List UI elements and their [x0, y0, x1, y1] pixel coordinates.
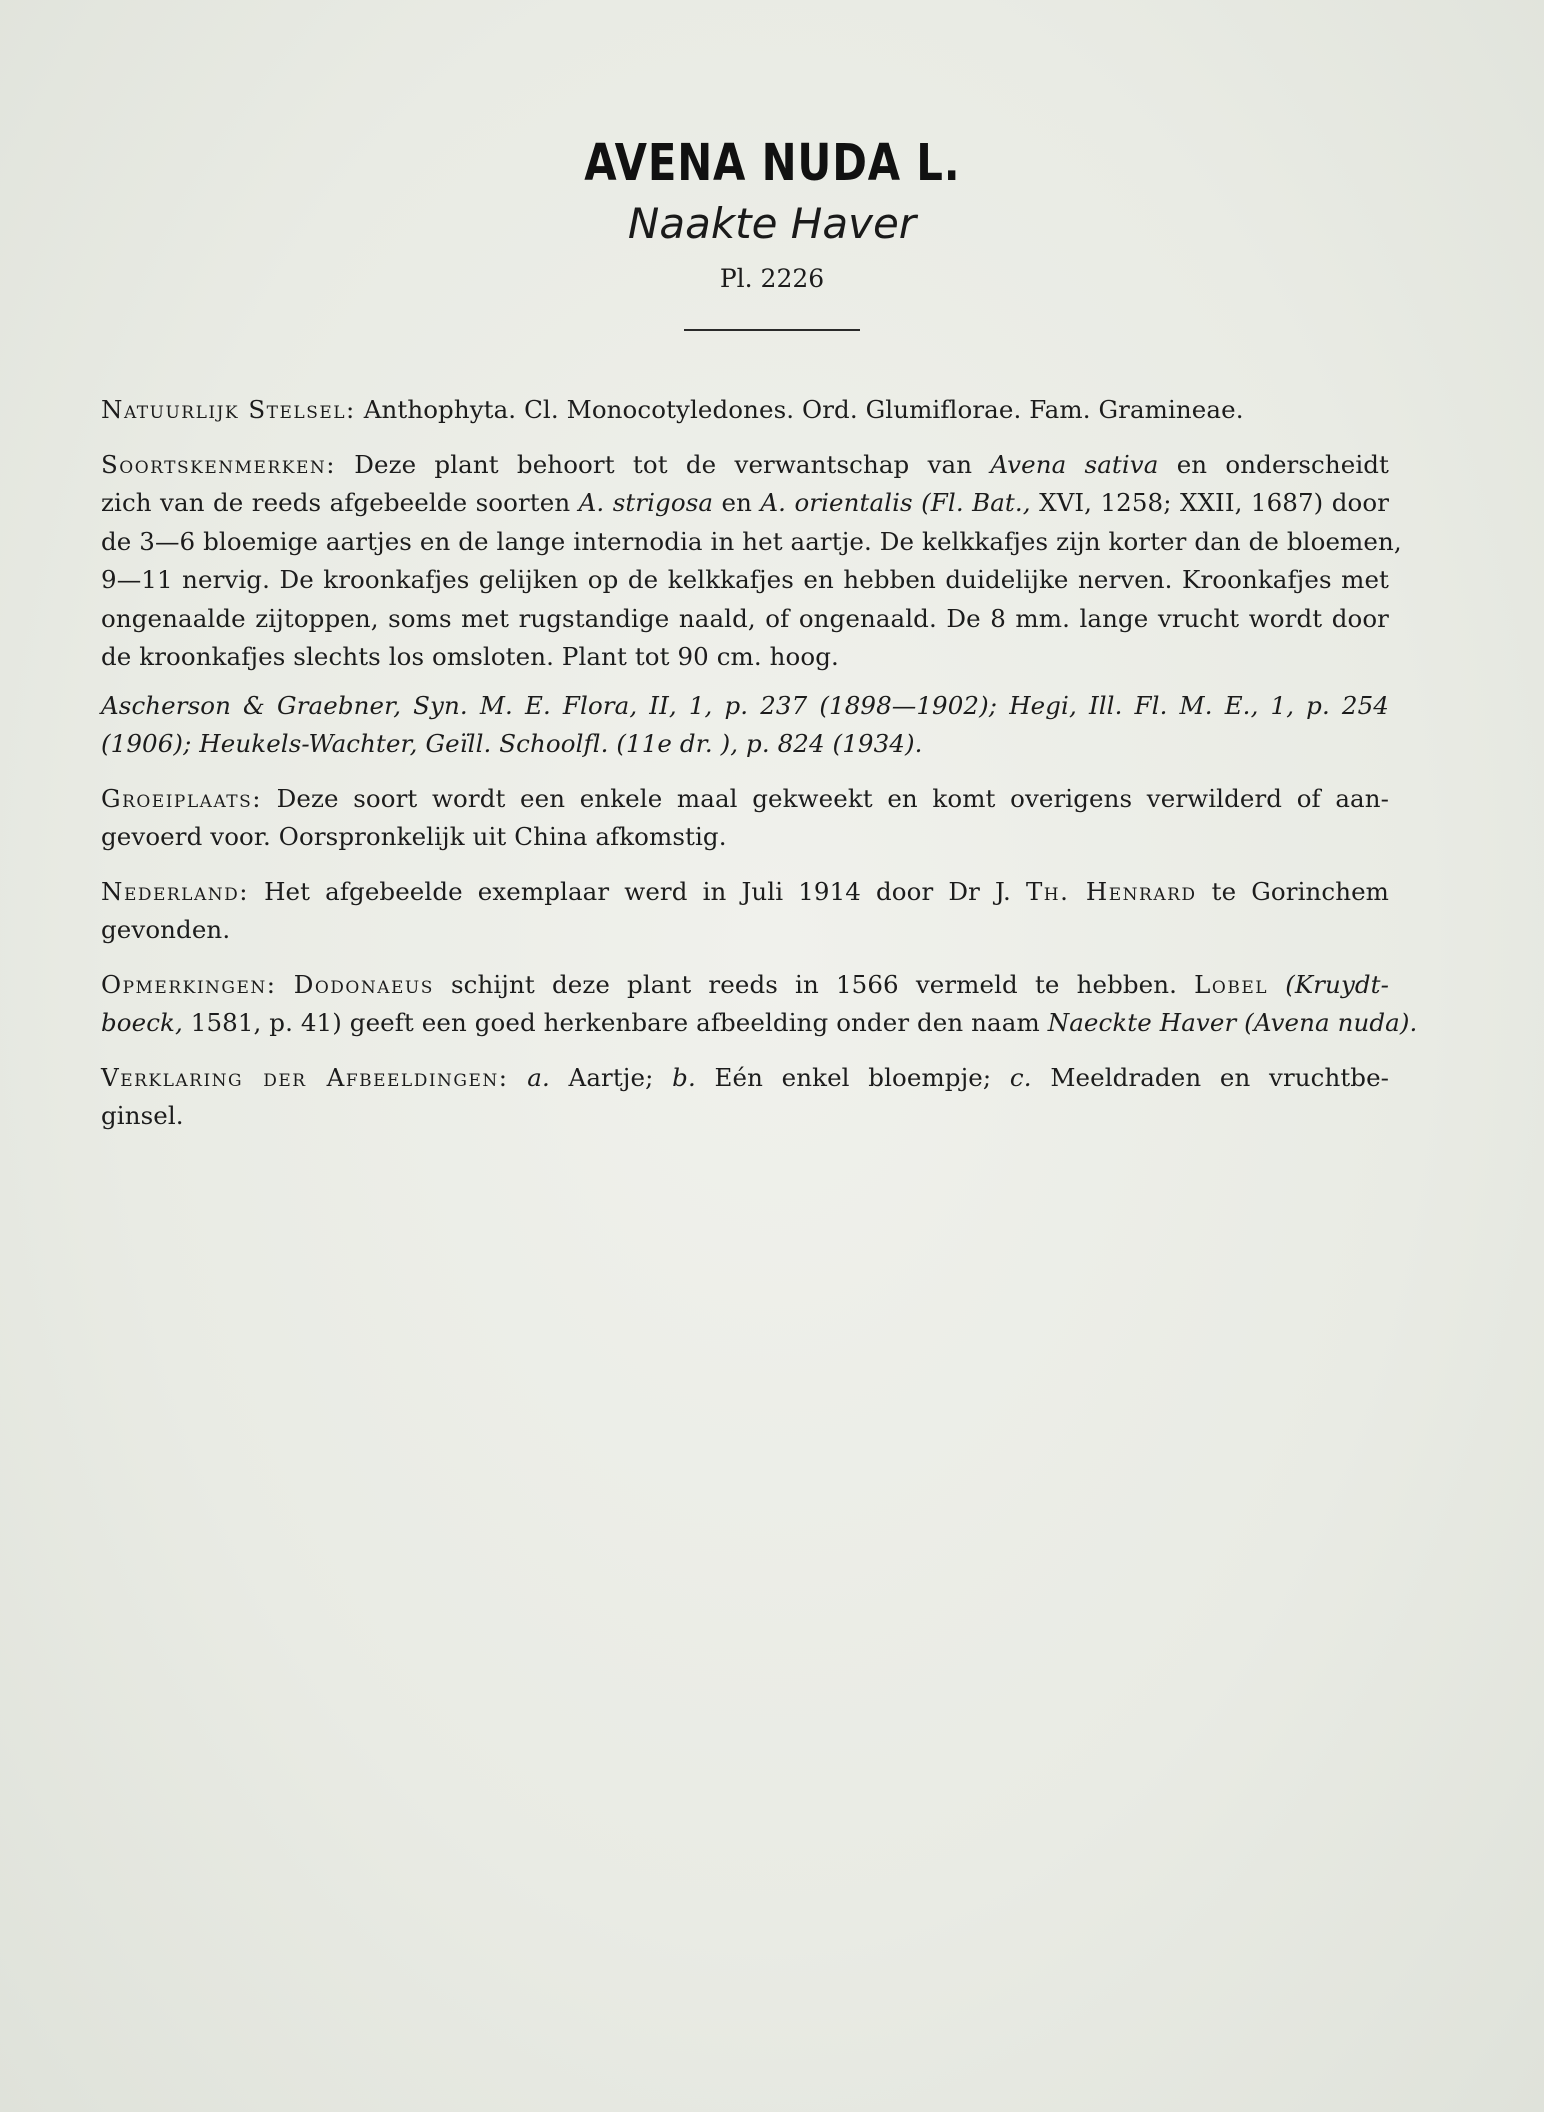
citation: boeck,	[101, 1008, 183, 1037]
text-run: en	[721, 488, 752, 517]
section-soortskenmerken	[101, 446, 1402, 677]
text-line: ginsel.	[101, 1101, 184, 1130]
text-run: Aartje;	[568, 1062, 654, 1092]
section-natuurlijk-stelsel	[101, 391, 1389, 430]
section-groeiplaats	[101, 780, 1389, 857]
page-title: AVENA NUDA L.	[583, 134, 961, 193]
text-line: gevoerd voor. Oorspronkelijk uit China afkomstig.	[101, 822, 727, 851]
text-run: Het afgebeelde exemplaar werd in Juli 1914 door Dr J.	[264, 876, 1011, 906]
citation: (Fl. Bat.,	[921, 488, 1031, 517]
page-header	[0, 134, 1544, 331]
text-run: XVI, 1258; XXII, 1687) door	[1039, 488, 1390, 517]
text-run: 1581, p. 41) geeft een goed herkenbare afbeelding onder den naam	[190, 1008, 1040, 1037]
literature-references	[101, 687, 1389, 764]
text-run: Deze plant behoort tot de verwantschap van	[354, 449, 973, 479]
citation: (Kruydt-	[1285, 969, 1389, 999]
text-line: de kroonkafjes slechts los omsloten. Plant tot 90 cm. hoog.	[101, 642, 839, 671]
species-name: Avena sativa	[990, 449, 1159, 479]
text-run: schijnt deze plant reeds in 1566 vermeld te hebben.	[451, 969, 1178, 999]
text-line: de 3—6 bloemige aartjes en de lange internodia in het aartje. De kelkkafjes zijn korter dan de bloemen,	[101, 526, 1402, 556]
section-label: Opmerkingen:	[101, 969, 277, 999]
reference-line: Ascherson & Graebner, Syn. M. E. Flora, II, 1, p. 237 (1898—1902); Hegi, Ill. Fl. M. E., 1, p. 254	[101, 690, 1389, 720]
section-verklaring	[101, 1059, 1389, 1136]
page-subtitle: Naakte Haver	[627, 199, 917, 248]
text-run: zich van de reeds afgebeelde soorten	[101, 488, 571, 517]
text-run: Deze soort wordt een enkele maal gekweekt en komt overigens verwilderd of aan-	[276, 783, 1389, 813]
plate-number: Pl. 2226	[719, 264, 825, 293]
species-name: A. orientalis	[760, 488, 913, 517]
text-line: 9—11 nervig. De kroonkafjes gelijken op de kelkkafjes en hebben duidelijke nerven. Kroonkafjes met	[101, 565, 1389, 594]
section-label: Natuurlijk Stelsel:	[101, 395, 356, 424]
common-name: Naeckte Haver	[1047, 1008, 1237, 1037]
section-opmerkingen	[101, 966, 1418, 1043]
person-name: Lobel	[1194, 969, 1269, 999]
section-label: Nederland:	[101, 876, 250, 906]
text-run: en onderscheidt	[1176, 449, 1389, 479]
figure-key: c.	[1009, 1062, 1032, 1092]
species-name: (Avena nuda).	[1244, 1008, 1418, 1037]
reference-line: (1906); Heukels-Wachter, Geïll. Schoolfl. (11e dr. ), p. 824 (1934).	[101, 729, 923, 758]
section-label: Verklaring der Afbeeldingen:	[101, 1062, 509, 1092]
species-name: A. strigosa	[578, 488, 714, 517]
text-run: te Gorinchem	[1211, 876, 1390, 906]
document-body	[101, 391, 1418, 1152]
section-nederland	[101, 873, 1389, 950]
section-text: Anthophyta. Cl. Monocotyledones. Ord. Glumiflorae. Fam. Gramineae.	[363, 395, 1244, 424]
section-label: Soortskenmerken:	[101, 449, 336, 479]
text-line: ongenaalde zijtoppen, soms met rugstandige naald, of ongenaald. De 8 mm. lange vrucht wordt door	[101, 603, 1389, 633]
text-run: Eén enkel bloempje;	[714, 1062, 992, 1092]
section-label: Groeiplaats:	[101, 783, 263, 813]
person-name: Th. Henrard	[1025, 876, 1197, 906]
text-run: Meeldraden en vruchtbe-	[1050, 1062, 1390, 1092]
figure-key: b.	[672, 1062, 696, 1092]
figure-key: a.	[527, 1062, 550, 1092]
person-name: Dodonaeus	[293, 969, 434, 999]
title-divider	[684, 329, 860, 331]
text-line: gevonden.	[101, 915, 231, 944]
